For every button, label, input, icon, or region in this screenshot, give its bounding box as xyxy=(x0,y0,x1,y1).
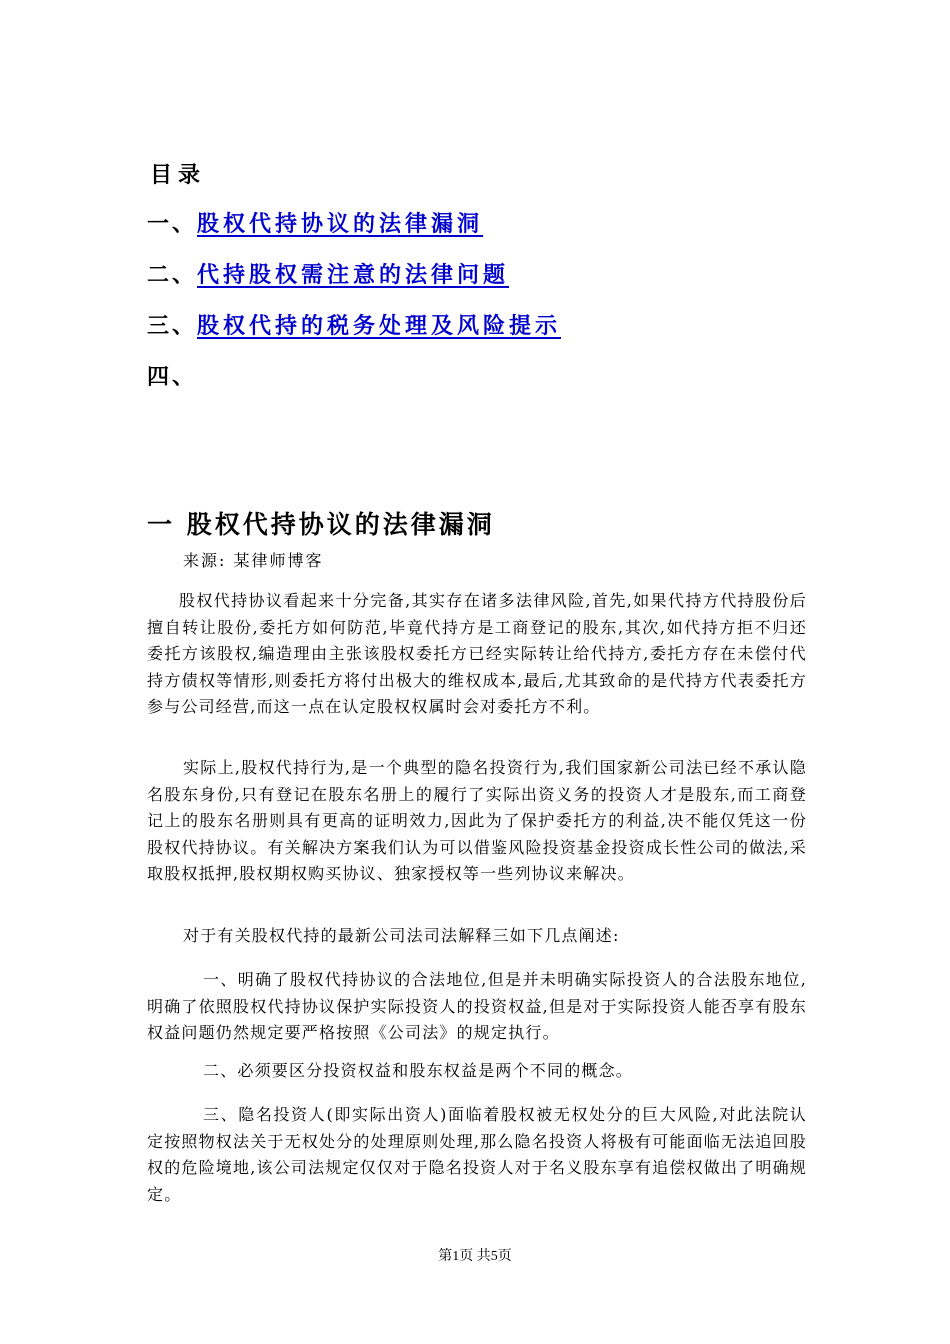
toc-item-number: 一、 xyxy=(147,211,198,237)
paragraph-3: 对于有关股权代持的最新公司法司法解释三如下几点阐述: xyxy=(183,926,620,945)
toc-item-3[interactable] xyxy=(147,309,561,340)
toc-item-number: 二、 xyxy=(147,262,198,288)
toc-link-1[interactable]: 股权代持协议的法律漏洞 xyxy=(197,211,484,237)
paragraph-4: 一、明确了股权代持协议的合法地位,但是并未明确实际投资人的合法股东地位,明确了依照股权代持协议保护实际投资人的投资权益,但是对于实际投资人能否享有股东权益问题仍然规定要严格按照《公司法》的规定执行。 xyxy=(147,970,807,1042)
toc-item-number: 四、 xyxy=(147,364,198,390)
source-line: 来源: 某律师博客 xyxy=(183,551,324,570)
paragraph-1: 股权代持协议看起来十分完备,其实存在诸多法律风险,首先,如果代持方代持股份后擅自转让股份,委托方如何防范,毕竟代持方是工商登记的股东,其次,如代持方拒不归还委托方该股权,编造理由主张该股权委托方已经实际转让给代持方,委托方存在未偿付代持方债权等情形,则委托方将付出极大的维权成本,最后,尤其致命的是代持方代表委托方参与公司经营,而这一点在认定股权权属时会对委托方不利。 xyxy=(147,591,807,716)
section-heading: 一 股权代持协议的法律漏洞 xyxy=(147,510,495,539)
paragraph-5: 二、必须要区分投资权益和股东权益是两个不同的概念。 xyxy=(203,1061,634,1080)
paragraph-2: 实际上,股权代持行为,是一个典型的隐名投资行为,我们国家新公司法已经不承认隐名股东身份,只有登记在股东名册上的履行了实际出资义务的投资人才是股东,而工商登记上的股东名册则具有更高的证明效力,因此为了保护委托方的利益,决不能仅凭这一份股权代持协议。有关解决方案我们认为可以借鉴风险投资基金投资成长性公司的做法,采取股权抵押,股权期权购买协议、独家授权等一些列协议来解决。 xyxy=(147,758,807,883)
toc-link-3[interactable]: 股权代持的税务处理及风险提示 xyxy=(197,313,562,339)
toc-item-4 xyxy=(147,360,197,391)
toc-title: 目录 xyxy=(150,162,207,188)
toc-item-number: 三、 xyxy=(147,313,198,339)
toc-link-2[interactable]: 代持股权需注意的法律问题 xyxy=(197,262,510,288)
toc-item-1[interactable] xyxy=(147,207,483,238)
toc-item-2[interactable] xyxy=(147,258,509,289)
paragraph-6: 三、隐名投资人(即实际出资人)面临着股权被无权处分的巨大风险,对此法院认定按照物权法关于无权处分的处理原则处理,那么隐名投资人将极有可能面临无法追回股权的危险境地,该公司法规定仅仅对于隐名投资人对于名义股东享有追偿权做出了明确规定。 xyxy=(147,1105,807,1204)
page-footer: 第1页 共5页 xyxy=(438,1249,512,1264)
